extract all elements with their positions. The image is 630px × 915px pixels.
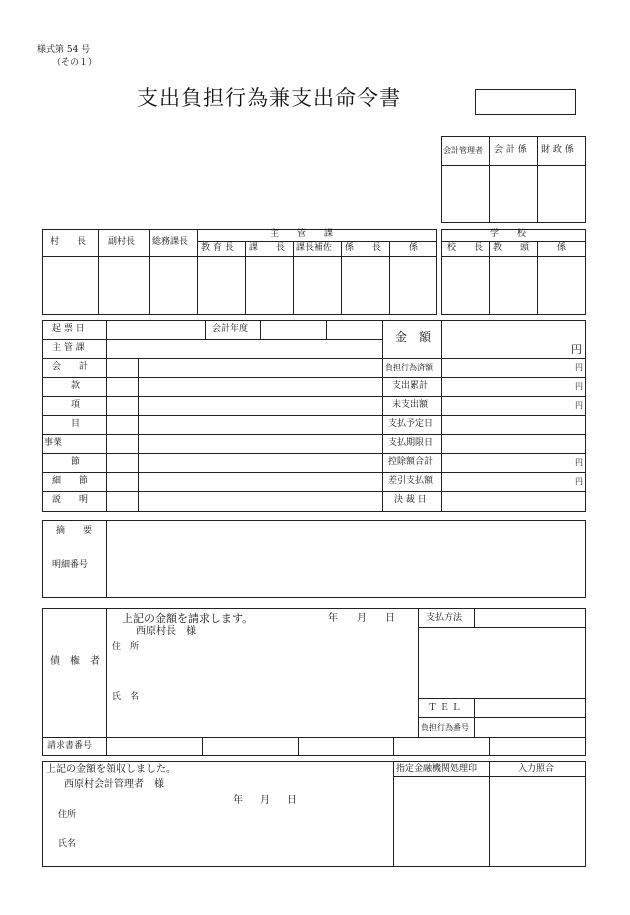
label-account: 会 計 — [52, 362, 89, 372]
yen-burden-settled: 円 — [575, 363, 583, 372]
yen-expenditure-total: 円 — [575, 382, 583, 391]
receipt-date-year: 年 — [233, 795, 243, 806]
page-title: 支出負担行為兼支出命令書 — [137, 86, 401, 110]
creditor-date-month: 月 — [357, 613, 367, 624]
col-accounting-manager: 会計管理者 — [443, 146, 483, 155]
receipt-text: 上記の金額を領収しました。 — [46, 764, 176, 775]
label-general-affairs-chief: 総務課長 — [152, 237, 189, 247]
yen-amount: 円 — [571, 343, 582, 356]
label-creditor-address: 住 所 — [112, 642, 140, 652]
form-sub-number: （その１） — [52, 58, 98, 68]
label-saisetsu: 細 節 — [52, 476, 89, 486]
burden-number-input[interactable] — [475, 718, 585, 736]
label-clerk: 係 — [409, 243, 419, 253]
yen-unspent: 円 — [575, 401, 583, 410]
label-principal: 校 長 — [447, 243, 484, 253]
label-receipt-address: 住所 — [58, 810, 77, 820]
label-setsu: 節 — [71, 457, 81, 467]
label-dept: 主 管 課 — [52, 343, 85, 353]
label-kou: 項 — [71, 400, 81, 410]
label-unspent: 未支出額 — [392, 400, 429, 410]
label-subsection-chief: 係 長 — [345, 243, 382, 253]
label-kan: 款 — [71, 381, 81, 391]
label-scheduled-payment-date: 支払予定日 — [388, 419, 434, 429]
label-burden-settled: 負担行為済額 — [385, 363, 433, 372]
label-vice-principal: 教 頭 — [493, 243, 530, 253]
creditor-request-text: 上記の金額を請求します。 — [122, 612, 254, 625]
yen-net-payment: 円 — [575, 477, 583, 486]
label-section-chief: 課 長 — [249, 243, 286, 253]
creditor-date-year: 年 — [328, 613, 338, 624]
label-draft-date: 起 票 日 — [52, 324, 85, 334]
label-invoice-number: 請求書番号 — [47, 741, 93, 751]
yen-deduction-total: 円 — [575, 458, 583, 467]
label-burden-number: 負担行為番号 — [421, 723, 469, 732]
summary-input[interactable] — [108, 522, 584, 596]
label-approval-date: 決 裁 日 — [394, 495, 427, 505]
label-summary: 摘 要 — [56, 526, 93, 536]
label-deduction-total: 控除額合計 — [388, 457, 434, 467]
label-input-check: 入力照合 — [518, 764, 555, 774]
receipt-date-month: 月 — [260, 795, 270, 806]
label-deputy-head: 副村長 — [108, 237, 136, 247]
form-number: 様式第 54 号 — [37, 45, 91, 55]
label-school: 学 校 — [490, 229, 527, 239]
label-school-clerk: 係 — [557, 243, 567, 253]
label-creditor-name: 氏 名 — [112, 692, 140, 702]
document-number-box[interactable] — [475, 89, 576, 115]
receipt-addressee: 西原村会計管理者 様 — [64, 779, 164, 790]
label-jigyou: 事業 — [44, 438, 63, 448]
label-assistant-chief: 課長補佐 — [296, 243, 333, 253]
col-finance-clerk: 財 政 係 — [541, 145, 574, 155]
receipt-date-day: 日 — [287, 795, 297, 806]
label-tel: Ｔ Ｅ Ｌ — [428, 703, 461, 713]
creditor-date-day: 日 — [385, 613, 395, 624]
label-moku: 目 — [71, 419, 81, 429]
label-detail-number: 明細番号 — [52, 560, 89, 570]
budget-table — [42, 320, 586, 512]
label-setsumei: 説 明 — [52, 495, 89, 505]
label-village-head: 村 長 — [50, 237, 87, 247]
label-fiscal-year: 会計年度 — [212, 324, 249, 334]
label-education-chief: 教 育 長 — [201, 243, 234, 253]
col-accounting-clerk: 会 計 係 — [494, 145, 527, 155]
tel-input[interactable] — [475, 699, 585, 716]
label-bank-stamp: 指定金融機関処理印 — [396, 764, 478, 774]
label-creditor: 債 権 者 — [50, 656, 100, 667]
label-supervising-dept: 主 管 課 — [270, 229, 334, 239]
label-net-payment: 差引支払額 — [388, 476, 434, 486]
label-expenditure-total: 支出累計 — [392, 381, 429, 391]
label-payment-method: 支払方法 — [426, 613, 463, 623]
payment-method-input[interactable] — [475, 609, 585, 626]
creditor-addressee: 西原村長 様 — [136, 626, 196, 637]
label-amount: 金 額 — [395, 330, 432, 344]
label-receipt-name: 氏名 — [58, 839, 77, 849]
label-payment-deadline: 支払期限日 — [388, 438, 434, 448]
